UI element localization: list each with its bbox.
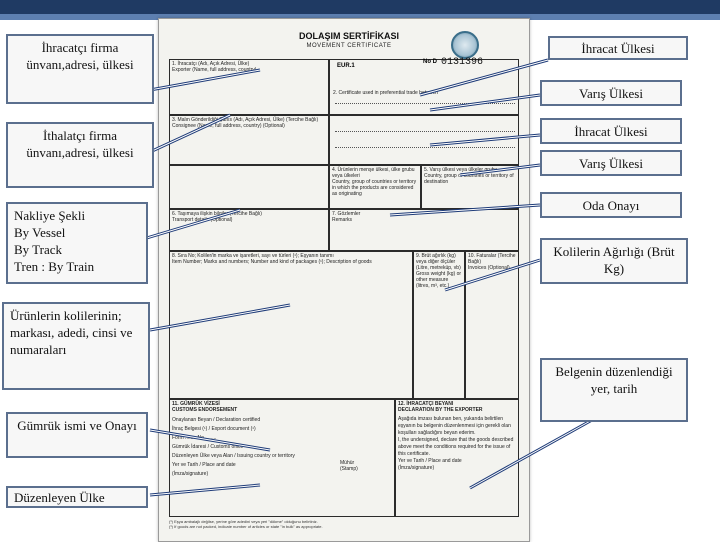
gross-weight-field: 9. Brüt ağırlık (kg) veya diğer ölçüler (Litre, metreküp, vb) Gross weight (kg) or other measure (litres, m³, etc.) [413, 251, 465, 399]
exporter-field: 1. İhracatçı (Adı, Açık Adresi, Ülke) Exporter (Name, full address, country) [169, 59, 329, 115]
eur-label: EUR.1 [337, 63, 355, 69]
label-destination-country-2: Varış Ülkesi [540, 150, 682, 176]
label-chamber-approval: Oda Onayı [540, 192, 682, 218]
customs-endorsement-detail: Onaylanan Beyan / Declaration certified İhraç Belgesi (¹) / Export document (¹) Form ........ No ........ Gümrük İdaresi / Customs office Düzenleyen Ülke veya Alan / Issuing country or territory Yer ve Tarih / Place and date (İmza/signature) [172, 417, 295, 477]
origin-country-field: 4. Ürünlerin menşe ülkesi, ülke grubu veya ülkeleri Country, group of countries or territory in which the products are considered as originating [329, 165, 421, 209]
certificate-title: DOLAŞIM SERTİFİKASI [298, 31, 399, 41]
footnote: (¹) Eşya ambalajlı değilse, yerine göre adedini veya yeri "dökme" olduğunu belirtiniz. (¹) If goods are not packed, indicate number of articles or state "in bulk" as appropriate. [169, 519, 323, 529]
certificate-subtitle: MOVEMENT CERTIFICATE [306, 43, 392, 49]
label-exporter-info: İhracatçı firma ünvanı,adresi, ülkesi [6, 34, 154, 104]
label-importer-info: İthalatçı firma ünvanı,adresi, ülkesi [6, 122, 154, 188]
label-goods-marks: Ürünlerin kolilerinin; markası, adedi, cinsi ve numaraları [2, 302, 150, 390]
exporter-declaration-title: 12. İHRACATÇI BEYANI DECLARATION BY THE EXPORTER [398, 401, 483, 413]
destination-country-field: 5. Varış ülkesi veya ülkeler grubu Country, group of countries or territory of destination [421, 165, 519, 209]
exporter-declaration-text: Aşağıda imzası bulunan ben, yukarıda belirtilen eşyanın bu belgenin düzenlenmesi için gerekli olan koşulları sağladığını beyan ederim. I, the undersigned, declare that the goods described above meet the conditions required for the issue of this certificate. Yer ve Tarih / Place and date (İmza/signature) [398, 416, 514, 471]
label-gross-weight: Kolilerin Ağırlığı (Brüt Kg) [540, 238, 688, 284]
transport-field: 6. Taşımaya ilişkin bilgiler (Tercihe Bağlı) Transport details (Optional) [169, 209, 329, 251]
box-2-label: 2. Certificate used in preferential trade between [333, 90, 439, 96]
invoices-field: 10. Faturalar (Tercihe Bağlı) Invoices (Optional) [465, 251, 519, 399]
consignee-field: 3. Malın Gönderildiği Şahıs (Adı, Açık Adresi, Ülke) (Tercihe Bağlı) Consignee (Name, full address, country) (Optional) [169, 115, 329, 165]
customs-stamp-label: Mühür (Stamp) [340, 460, 358, 472]
certificate-number: 0131396 [441, 57, 484, 68]
label-export-country-2: İhracat Ülkesi [540, 118, 682, 144]
label-export-country-1: İhracat Ülkesi [548, 36, 688, 60]
goods-description-field: 8. Sıra No; Koliler/in marka ve işaretleri, sayı ve türleri (¹); Eşyanın tanımı Item Number; Marks and numbers; Number and kind of packages (¹); Description of goods [169, 251, 413, 399]
customs-endorsement-title: 11. GÜMRÜK VİZESİ CUSTOMS ENDORSEMENT [172, 401, 238, 413]
label-destination-country-1: Varış Ülkesi [540, 80, 682, 106]
remarks-field: 7. Gözlemler Remarks [329, 209, 519, 251]
label-issue-place-date: Belgenin düzenlendiği yer, tarih [540, 358, 688, 422]
no-label: No D [423, 59, 437, 65]
label-customs: Gümrük ismi ve Onayı [6, 412, 148, 458]
label-transport: Nakliye Şekli By Vessel By Track Tren : By Train [6, 202, 148, 284]
label-issuing-country: Düzenleyen Ülke [6, 486, 148, 508]
